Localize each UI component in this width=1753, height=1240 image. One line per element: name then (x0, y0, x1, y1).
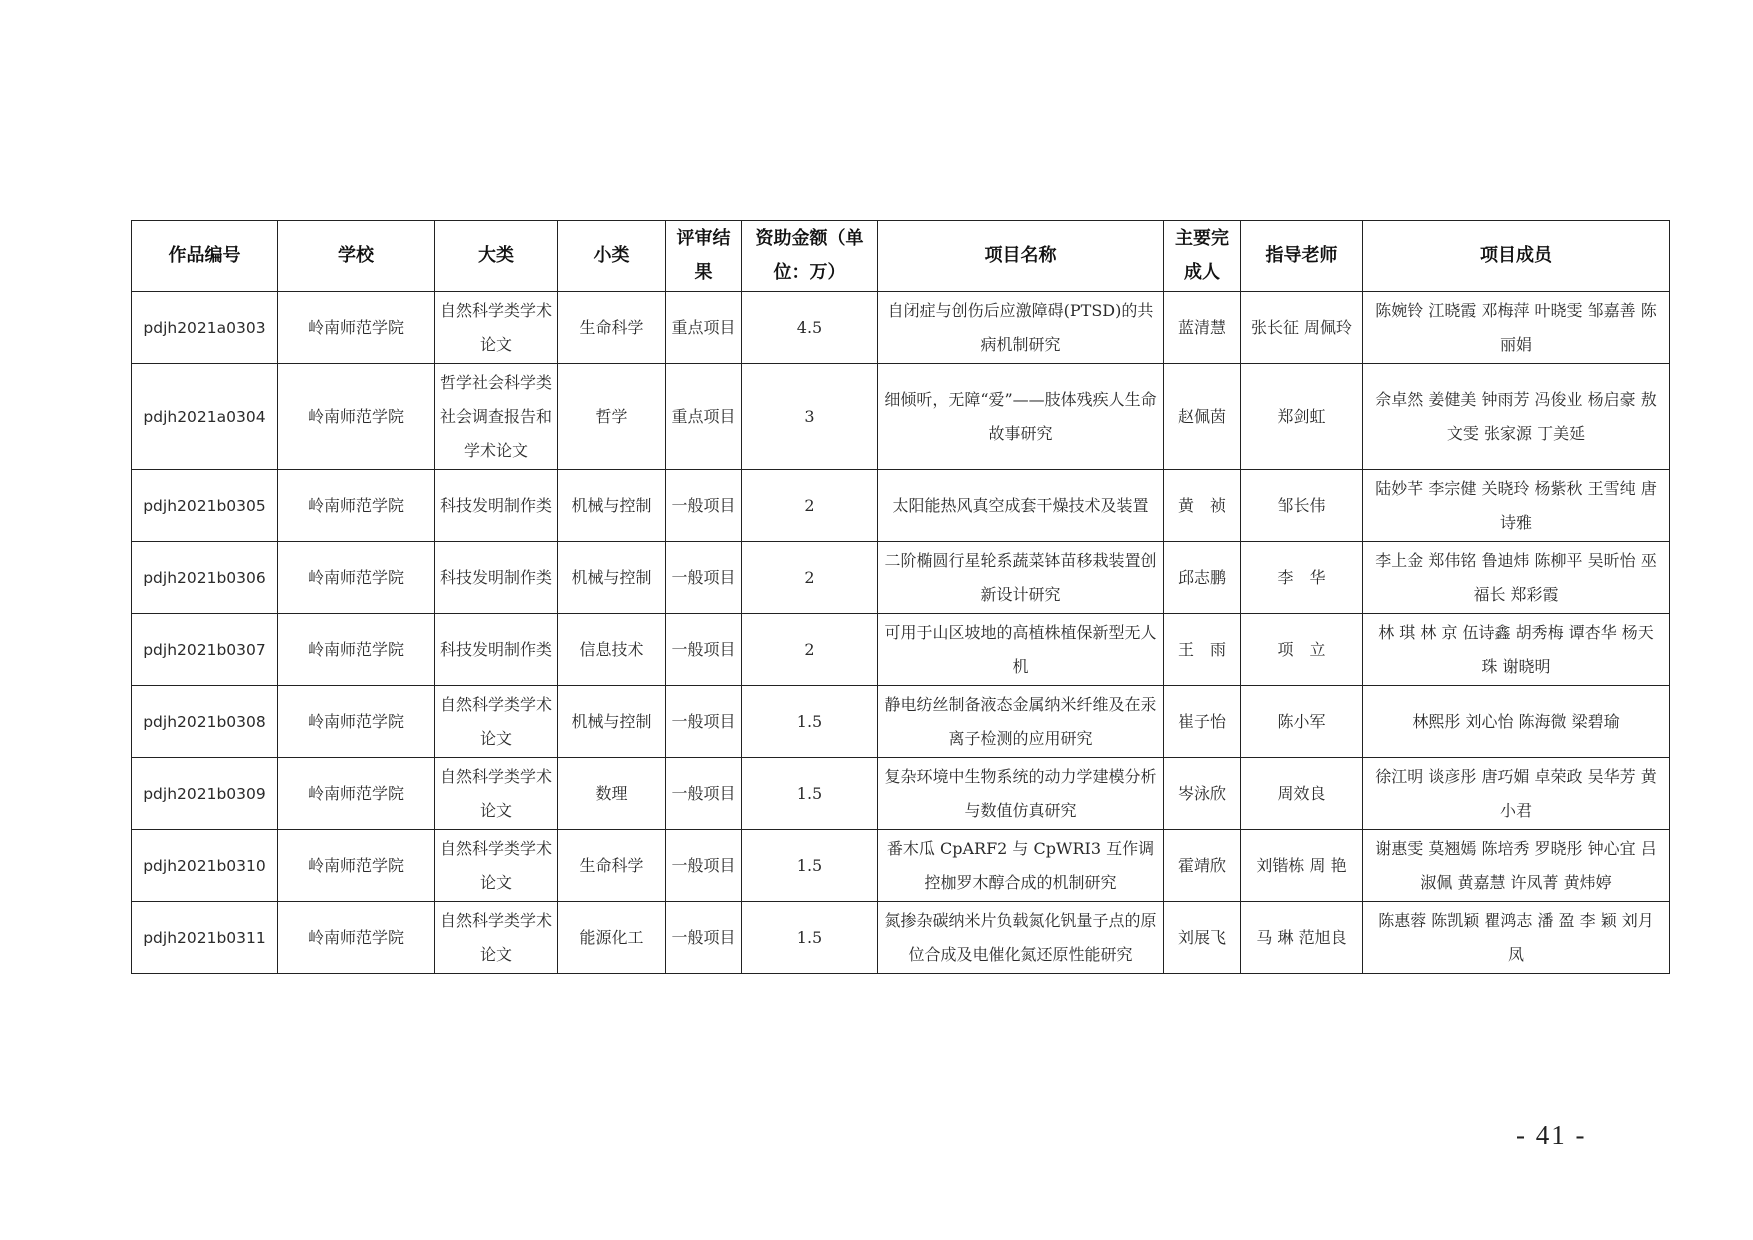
cell-members: 陆妙芊 李宗健 关晓玲 杨紫秋 王雪纯 唐诗雅 (1363, 470, 1670, 542)
cell-project: 可用于山区坡地的高植株植保新型无人机 (878, 614, 1164, 686)
cell-project: 静电纺丝制备液态金属纳米纤维及在汞离子检测的应用研究 (878, 686, 1164, 758)
header-amount: 资助金额（单位：万） (742, 221, 878, 292)
cell-lead: 崔子怡 (1164, 686, 1241, 758)
header-row (132, 221, 1670, 292)
cell-code: pdjh2021b0308 (132, 686, 278, 758)
cell-school: 岭南师范学院 (278, 470, 435, 542)
cell-project: 氮掺杂碳纳米片负载氮化钒量子点的原位合成及电催化氮还原性能研究 (878, 902, 1164, 974)
cell-advisor: 郑剑虹 (1241, 364, 1363, 470)
cell-code: pdjh2021b0306 (132, 542, 278, 614)
cell-amount: 1.5 (742, 902, 878, 974)
table-row (132, 470, 1670, 542)
cell-category: 自然科学类学术论文 (435, 830, 558, 902)
table-row (132, 614, 1670, 686)
cell-category: 自然科学类学术论文 (435, 686, 558, 758)
cell-result: 一般项目 (666, 542, 742, 614)
cell-project: 自闭症与创伤后应激障碍(PTSD)的共病机制研究 (878, 292, 1164, 364)
header-members: 项目成员 (1363, 221, 1670, 292)
cell-project: 细倾听，无障“爱”——肢体残疾人生命故事研究 (878, 364, 1164, 470)
cell-advisor: 刘锴栋 周 艳 (1241, 830, 1363, 902)
cell-school: 岭南师范学院 (278, 542, 435, 614)
cell-result: 一般项目 (666, 470, 742, 542)
cell-amount: 2 (742, 614, 878, 686)
cell-amount: 1.5 (742, 686, 878, 758)
cell-category: 自然科学类学术论文 (435, 902, 558, 974)
cell-school: 岭南师范学院 (278, 902, 435, 974)
cell-advisor: 周效良 (1241, 758, 1363, 830)
cell-amount: 4.5 (742, 292, 878, 364)
cell-members: 李上金 郑伟铭 鲁迪炜 陈柳平 吴昕怡 巫福长 郑彩霞 (1363, 542, 1670, 614)
cell-subcategory: 哲学 (558, 364, 666, 470)
cell-lead: 霍靖欣 (1164, 830, 1241, 902)
header-category: 大类 (435, 221, 558, 292)
cell-school: 岭南师范学院 (278, 364, 435, 470)
project-funding-table (131, 220, 1670, 974)
cell-result: 一般项目 (666, 830, 742, 902)
cell-lead: 岑泳欣 (1164, 758, 1241, 830)
cell-result: 重点项目 (666, 364, 742, 470)
cell-project: 复杂环境中生物系统的动力学建模分析与数值仿真研究 (878, 758, 1164, 830)
cell-members: 佘卓然 姜健美 钟雨芳 冯俊业 杨启豪 敖文雯 张家源 丁美延 (1363, 364, 1670, 470)
cell-advisor: 项 立 (1241, 614, 1363, 686)
header-subcategory: 小类 (558, 221, 666, 292)
cell-category: 科技发明制作类 (435, 470, 558, 542)
cell-result: 重点项目 (666, 292, 742, 364)
cell-subcategory: 能源化工 (558, 902, 666, 974)
cell-lead: 刘展飞 (1164, 902, 1241, 974)
table-row (132, 830, 1670, 902)
cell-amount: 2 (742, 470, 878, 542)
cell-project: 番木瓜 CpARF2 与 CpWRI3 互作调控枷罗木醇合成的机制研究 (878, 830, 1164, 902)
page-number: - 41 - (1516, 1120, 1587, 1150)
cell-lead: 王 雨 (1164, 614, 1241, 686)
cell-members: 陈婉铃 江晓霞 邓梅萍 叶晓雯 邹嘉善 陈丽娟 (1363, 292, 1670, 364)
cell-advisor: 陈小军 (1241, 686, 1363, 758)
cell-school: 岭南师范学院 (278, 758, 435, 830)
cell-lead: 赵佩茵 (1164, 364, 1241, 470)
cell-result: 一般项目 (666, 758, 742, 830)
cell-members: 陈惠蓉 陈凯颖 瞿鸿志 潘 盈 李 颖 刘月凤 (1363, 902, 1670, 974)
table-row (132, 364, 1670, 470)
cell-amount: 1.5 (742, 830, 878, 902)
cell-members: 谢惠雯 莫翘嫣 陈培秀 罗晓彤 钟心宜 吕淑佩 黄嘉慧 许凤菁 黄炜婷 (1363, 830, 1670, 902)
cell-amount: 1.5 (742, 758, 878, 830)
cell-members: 林熙彤 刘心怡 陈海微 梁碧瑜 (1363, 686, 1670, 758)
cell-school: 岭南师范学院 (278, 686, 435, 758)
cell-advisor: 邹长伟 (1241, 470, 1363, 542)
cell-result: 一般项目 (666, 902, 742, 974)
table-row (132, 758, 1670, 830)
cell-code: pdjh2021b0305 (132, 470, 278, 542)
cell-category: 科技发明制作类 (435, 614, 558, 686)
cell-school: 岭南师范学院 (278, 830, 435, 902)
cell-result: 一般项目 (666, 686, 742, 758)
cell-lead: 黄 祯 (1164, 470, 1241, 542)
cell-subcategory: 生命科学 (558, 830, 666, 902)
cell-project: 太阳能热风真空成套干燥技术及装置 (878, 470, 1164, 542)
header-code: 作品编号 (132, 221, 278, 292)
cell-code: pdjh2021b0311 (132, 902, 278, 974)
cell-subcategory: 信息技术 (558, 614, 666, 686)
cell-category: 自然科学类学术论文 (435, 292, 558, 364)
cell-members: 徐江明 谈彦彤 唐巧媚 卓荣政 吴华芳 黄小君 (1363, 758, 1670, 830)
cell-project: 二阶椭圆行星轮系蔬菜钵苗移栽装置创新设计研究 (878, 542, 1164, 614)
cell-result: 一般项目 (666, 614, 742, 686)
cell-subcategory: 机械与控制 (558, 542, 666, 614)
cell-lead: 邱志鹏 (1164, 542, 1241, 614)
cell-subcategory: 数理 (558, 758, 666, 830)
cell-advisor: 张长征 周佩玲 (1241, 292, 1363, 364)
cell-category: 科技发明制作类 (435, 542, 558, 614)
header-lead: 主要完成人 (1164, 221, 1241, 292)
cell-school: 岭南师范学院 (278, 614, 435, 686)
cell-code: pdjh2021b0309 (132, 758, 278, 830)
cell-subcategory: 生命科学 (558, 292, 666, 364)
table-row (132, 902, 1670, 974)
cell-amount: 2 (742, 542, 878, 614)
cell-members: 林 琪 林 京 伍诗鑫 胡秀梅 谭杏华 杨天珠 谢晓明 (1363, 614, 1670, 686)
cell-category: 哲学社会科学类社会调查报告和学术论文 (435, 364, 558, 470)
table-row (132, 686, 1670, 758)
cell-school: 岭南师范学院 (278, 292, 435, 364)
cell-code: pdjh2021a0303 (132, 292, 278, 364)
header-school: 学校 (278, 221, 435, 292)
cell-code: pdjh2021a0304 (132, 364, 278, 470)
cell-subcategory: 机械与控制 (558, 686, 666, 758)
table-row (132, 292, 1670, 364)
cell-category: 自然科学类学术论文 (435, 758, 558, 830)
table-row (132, 542, 1670, 614)
cell-advisor: 李 华 (1241, 542, 1363, 614)
cell-lead: 蓝清慧 (1164, 292, 1241, 364)
header-project: 项目名称 (878, 221, 1164, 292)
cell-amount: 3 (742, 364, 878, 470)
cell-code: pdjh2021b0310 (132, 830, 278, 902)
cell-code: pdjh2021b0307 (132, 614, 278, 686)
header-result: 评审结果 (666, 221, 742, 292)
header-advisor: 指导老师 (1241, 221, 1363, 292)
cell-subcategory: 机械与控制 (558, 470, 666, 542)
cell-advisor: 马 琳 范旭良 (1241, 902, 1363, 974)
